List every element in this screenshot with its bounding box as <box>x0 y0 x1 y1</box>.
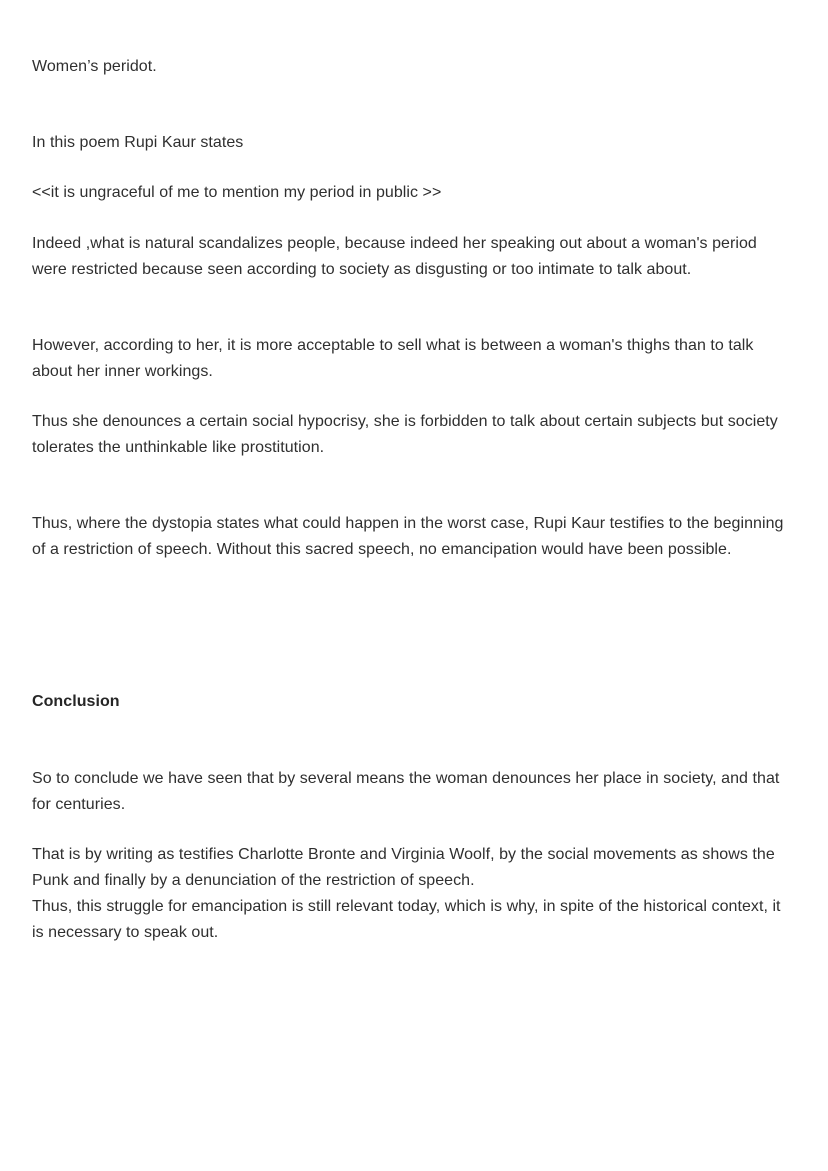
paragraph-4: Thus, where the dystopia states what could happen in the worst case, Rupi Kaur testifies to the beginning of a restriction of speech. Without this sacred speech, no emancipation would have been possible. <box>32 515 784 558</box>
paragraph-2: However, according to her, it is more acceptable to sell what is between a woman's thighs than to talk about her inner workings. <box>32 337 754 380</box>
conclusion-paragraph-2-line-1: That is by writing as testifies Charlotte Bronte and Virginia Woolf, by the social movements as shows the Punk and finally by a denunciation of the restriction of speech. <box>32 846 775 889</box>
conclusion-paragraph-1: So to conclude we have seen that by several means the woman denounces her place in society, and that for centuries. <box>32 770 780 813</box>
conclusion-title: Conclusion <box>32 693 120 710</box>
paragraph-3: Thus she denounces a certain social hypocrisy, she is forbidden to talk about certain subjects but society tolerates the unthinkable like prostitution. <box>32 413 778 456</box>
paragraph-1: Indeed ,what is natural scandalizes people, because indeed her speaking out about a woman's period were restricted because seen according to society as disgusting or too intimate to talk about. <box>32 235 757 278</box>
quote-paragraph: <<it is ungraceful of me to mention my period in public >> <box>32 184 442 201</box>
document-heading: Women’s peridot. <box>32 58 157 75</box>
intro-paragraph: In this poem Rupi Kaur states <box>32 134 244 151</box>
conclusion-paragraph-2-line-2: Thus, this struggle for emancipation is still relevant today, which is why, in spite of the historical context, it is necessary to speak out. <box>32 898 781 941</box>
